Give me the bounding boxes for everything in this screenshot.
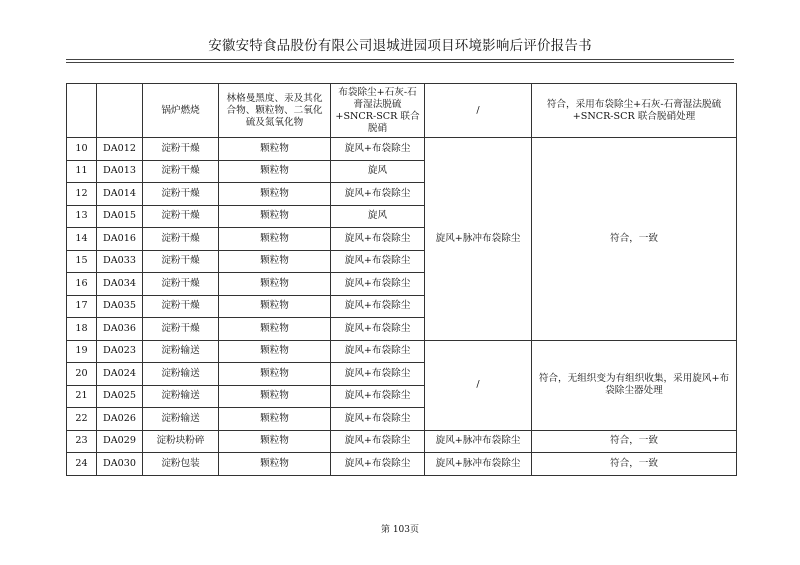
cell-no: 12 — [67, 183, 97, 206]
cell-process: 淀粉干燥 — [143, 318, 219, 341]
cell-process: 淀粉输送 — [143, 408, 219, 431]
cell-eia-measure: 旋风+布袋除尘 — [331, 453, 425, 476]
cell-no — [67, 84, 97, 138]
cell-no: 13 — [67, 205, 97, 228]
cell-pollutant: 颗粒物 — [219, 228, 331, 251]
cell-code: DA012 — [97, 138, 143, 161]
cell-eia-measure: 旋风 — [331, 160, 425, 183]
cell-pollutant: 颗粒物 — [219, 430, 331, 453]
cell-no: 19 — [67, 340, 97, 363]
cell-actual-measure: / — [425, 84, 532, 138]
cell-no: 16 — [67, 273, 97, 296]
cell-eia-measure: 旋风+布袋除尘 — [331, 183, 425, 206]
cell-process: 淀粉输送 — [143, 385, 219, 408]
cell-pollutant: 颗粒物 — [219, 138, 331, 161]
cell-no: 14 — [67, 228, 97, 251]
cell-no: 18 — [67, 318, 97, 341]
cell-process: 锅炉燃烧 — [143, 84, 219, 138]
cell-actual-measure: / — [425, 340, 532, 430]
cell-eia-measure: 旋风+布袋除尘 — [331, 430, 425, 453]
cell-no: 15 — [67, 250, 97, 273]
table-row — [67, 430, 737, 453]
cell-conclusion: 符合，一致 — [532, 138, 737, 341]
cell-actual-measure: 旋风+脉冲布袋除尘 — [425, 453, 532, 476]
cell-actual-measure: 旋风+脉冲布袋除尘 — [425, 430, 532, 453]
cell-eia-measure: 旋风+布袋除尘 — [331, 273, 425, 296]
cell-eia-measure: 旋风+布袋除尘 — [331, 340, 425, 363]
cell-process: 淀粉干燥 — [143, 250, 219, 273]
cell-eia-measure: 旋风+布袋除尘 — [331, 363, 425, 386]
table-row — [67, 340, 737, 363]
cell-process: 淀粉包装 — [143, 453, 219, 476]
cell-code: DA015 — [97, 205, 143, 228]
emission-table — [66, 83, 737, 476]
cell-conclusion: 符合，一致 — [532, 430, 737, 453]
cell-code: DA024 — [97, 363, 143, 386]
cell-eia-measure: 旋风+布袋除尘 — [331, 250, 425, 273]
cell-no: 11 — [67, 160, 97, 183]
cell-process: 淀粉干燥 — [143, 228, 219, 251]
cell-pollutant: 颗粒物 — [219, 273, 331, 296]
cell-process: 淀粉干燥 — [143, 295, 219, 318]
cell-pollutant: 颗粒物 — [219, 295, 331, 318]
cell-process: 淀粉输送 — [143, 363, 219, 386]
cell-code: DA025 — [97, 385, 143, 408]
page-number: 第 103页 — [380, 525, 420, 535]
cell-actual-measure: 旋风+脉冲布袋除尘 — [425, 138, 532, 341]
cell-no: 23 — [67, 430, 97, 453]
cell-conclusion: 符合，一致 — [532, 453, 737, 476]
cell-process: 淀粉干燥 — [143, 160, 219, 183]
cell-process: 淀粉干燥 — [143, 273, 219, 296]
table-row-boiler — [67, 84, 737, 138]
cell-process: 淀粉输送 — [143, 340, 219, 363]
cell-process: 淀粉干燥 — [143, 183, 219, 206]
cell-no: 24 — [67, 453, 97, 476]
cell-pollutant: 林格曼黑度、汞及其化合物、颗粒物、二氧化硫及氮氧化物 — [219, 84, 331, 138]
cell-code: DA033 — [97, 250, 143, 273]
cell-pollutant: 颗粒物 — [219, 250, 331, 273]
cell-no: 10 — [67, 138, 97, 161]
cell-conclusion: 符合，采用布袋除尘+石灰-石膏湿法脱硫+SNCR-SCR 联合脱硝处理 — [532, 84, 737, 138]
cell-code: DA030 — [97, 453, 143, 476]
cell-process: 淀粉干燥 — [143, 138, 219, 161]
cell-pollutant: 颗粒物 — [219, 363, 331, 386]
cell-eia-measure: 布袋除尘+石灰-石膏湿法脱硫+SNCR-SCR 联合脱硝 — [331, 84, 425, 138]
cell-code: DA029 — [97, 430, 143, 453]
cell-code: DA016 — [97, 228, 143, 251]
header-rule — [66, 59, 734, 60]
cell-eia-measure: 旋风+布袋除尘 — [331, 228, 425, 251]
cell-pollutant: 颗粒物 — [219, 183, 331, 206]
cell-eia-measure: 旋风 — [331, 205, 425, 228]
cell-code: DA035 — [97, 295, 143, 318]
cell-conclusion: 符合，无组织变为有组织收集，采用旋风+布袋除尘器处理 — [532, 340, 737, 430]
cell-pollutant: 颗粒物 — [219, 408, 331, 431]
cell-code: DA026 — [97, 408, 143, 431]
cell-code: DA034 — [97, 273, 143, 296]
cell-pollutant: 颗粒物 — [219, 205, 331, 228]
table-body — [67, 84, 737, 476]
cell-eia-measure: 旋风+布袋除尘 — [331, 385, 425, 408]
cell-no: 20 — [67, 363, 97, 386]
cell-no: 21 — [67, 385, 97, 408]
cell-eia-measure: 旋风+布袋除尘 — [331, 295, 425, 318]
cell-code: DA013 — [97, 160, 143, 183]
document-title: 安徽安特食品股份有限公司退城进园项目环境影响后评价报告书 — [208, 38, 592, 54]
table-row — [67, 453, 737, 476]
cell-process: 淀粉块粉碎 — [143, 430, 219, 453]
header-rule-double — [66, 62, 734, 63]
cell-no: 22 — [67, 408, 97, 431]
cell-process: 淀粉干燥 — [143, 205, 219, 228]
cell-pollutant: 颗粒物 — [219, 318, 331, 341]
cell-eia-measure: 旋风+布袋除尘 — [331, 318, 425, 341]
cell-pollutant: 颗粒物 — [219, 385, 331, 408]
cell-eia-measure: 旋风+布袋除尘 — [331, 138, 425, 161]
cell-pollutant: 颗粒物 — [219, 160, 331, 183]
cell-no: 17 — [67, 295, 97, 318]
cell-code: DA036 — [97, 318, 143, 341]
table-row — [67, 138, 737, 161]
cell-code — [97, 84, 143, 138]
cell-eia-measure: 旋风+布袋除尘 — [331, 408, 425, 431]
cell-pollutant: 颗粒物 — [219, 453, 331, 476]
cell-code: DA014 — [97, 183, 143, 206]
cell-pollutant: 颗粒物 — [219, 340, 331, 363]
cell-code: DA023 — [97, 340, 143, 363]
